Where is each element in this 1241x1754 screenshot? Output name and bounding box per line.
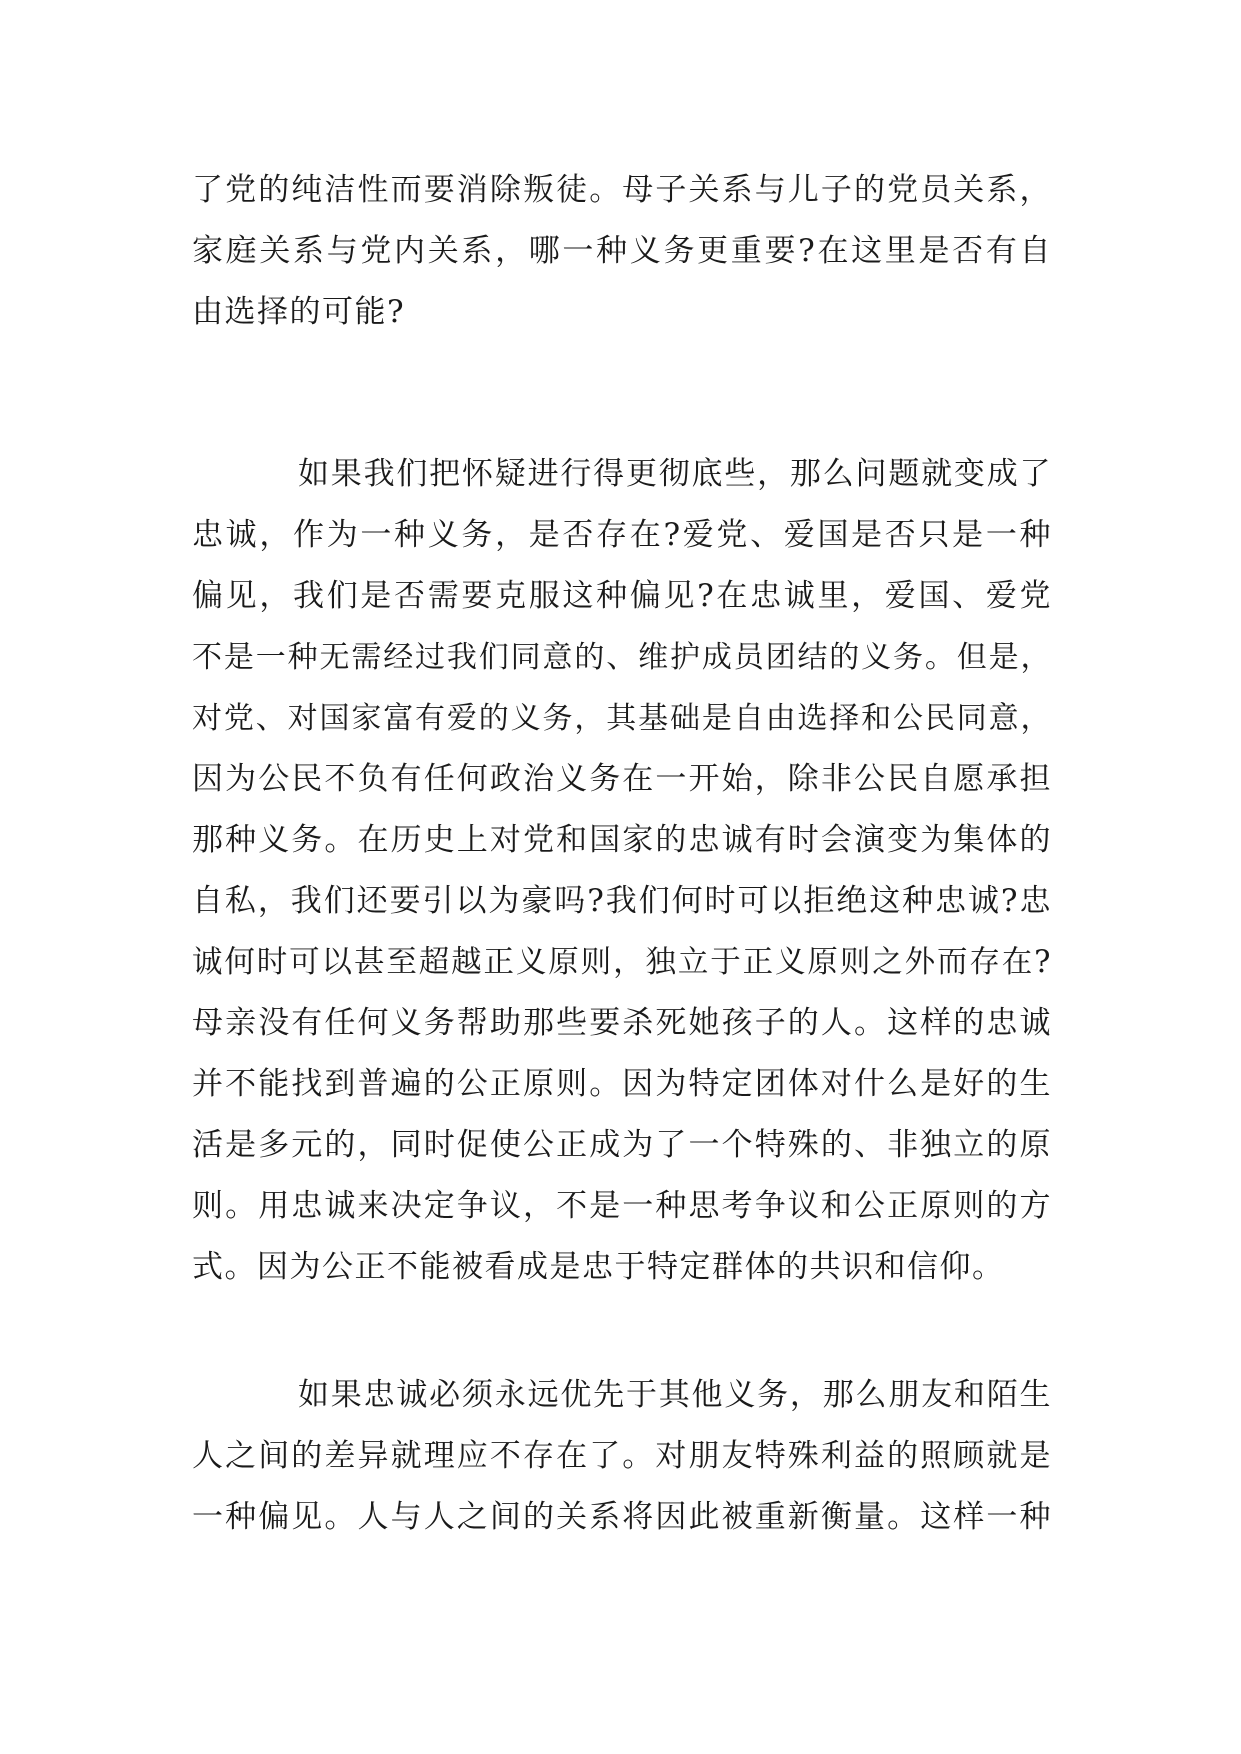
text-line: 不是一种无需经过我们同意的、维护成员团结的义务。但是， [192,640,1052,675]
text-line: 如果我们把怀疑进行得更彻底些，那么问题就变成了 [298,456,1052,492]
text-line: 对党、对国家富有爱的义务，其基础是自由选择和公民同意， [192,701,1052,736]
text-line: 自私，我们还要引以为豪吗?我们何时可以拒绝这种忠诚?忠 [192,883,1052,919]
text-line: 则。用忠诚来决定争议，不是一种思考争议和公正原则的方 [192,1188,1052,1224]
paragraph-2 [192,444,1052,1298]
text-line: 如果忠诚必须永远优先于其他义务，那么朋友和陌生 [298,1377,1052,1413]
text-line: 因为公民不负有任何政治义务在一开始，除非公民自愿承担 [192,761,1052,797]
text-line: 人之间的差异就理应不存在了。对朋友特殊利益的照顾就是 [192,1438,1052,1474]
text-line: 式。因为公正不能被看成是忠于特定群体的共识和信仰。 [192,1249,1005,1285]
paragraph-3 [192,1365,1052,1548]
text-line: 家庭关系与党内关系，哪一种义务更重要?在这里是否有自 [192,233,1052,269]
text-line: 忠诚，作为一种义务，是否存在?爱党、爱国是否只是一种 [192,517,1052,553]
text-line: 偏见，我们是否需要克服这种偏见?在忠诚里，爱国、爱党 [192,578,1052,614]
text-line: 那种义务。在历史上对党和国家的忠诚有时会演变为集体的 [192,822,1052,858]
text-line: 了党的纯洁性而要消除叛徒。母子关系与儿子的党员关系， [192,172,1052,208]
text-line: 由选择的可能? [192,294,406,330]
paragraph-1 [192,160,1052,343]
text-line: 并不能找到普遍的公正原则。因为特定团体对什么是好的生 [192,1066,1052,1102]
text-line: 诚何时可以甚至超越正义原则，独立于正义原则之外而存在? [192,945,1052,980]
text-line: 一种偏见。人与人之间的关系将因此被重新衡量。这样一种 [192,1499,1052,1535]
text-line: 母亲没有任何义务帮助那些要杀死她孩子的人。这样的忠诚 [192,1005,1052,1041]
text-line: 活是多元的，同时促使公正成为了一个特殊的、非独立的原 [192,1127,1052,1163]
